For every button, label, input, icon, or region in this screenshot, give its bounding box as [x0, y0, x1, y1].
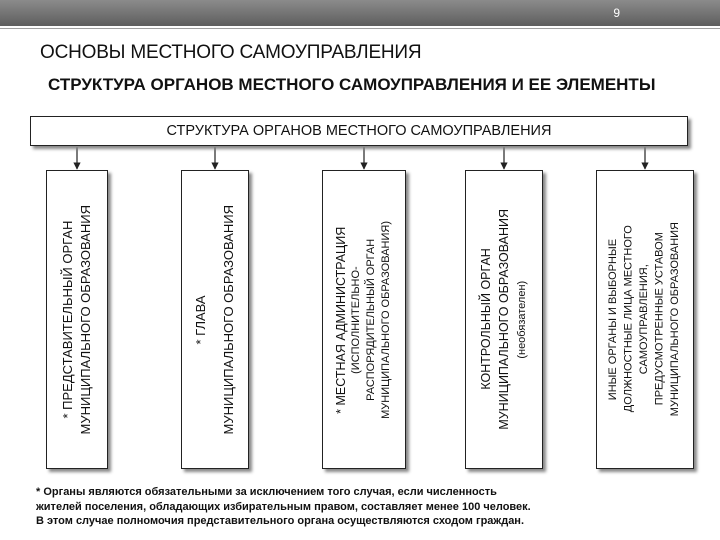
box-line: ДОЛЖНОСТНЫЕ ЛИЦА МЕСТНОГО	[622, 226, 635, 413]
structure-header-box	[30, 116, 688, 146]
box-representative-body	[46, 170, 108, 469]
box-line: МУНИЦИПАЛЬНОГО ОБРАЗОВАНИЯ	[78, 204, 93, 435]
box-line: (необязателен)	[516, 280, 528, 359]
box-line: МУНИЦИПАЛЬНОГО ОБРАЗОВАНИЯ	[497, 209, 511, 430]
footnote-line: В этом случае полномочия представительного органа осуществляются сходом граждан.	[36, 515, 525, 527]
box-line: МУНИЦИПАЛЬНОГО ОБРАЗОВАНИЯ	[669, 222, 682, 417]
box-line: КОНТРОЛЬНЫЙ ОРГАН	[479, 248, 493, 391]
box-head-of-municipality	[181, 170, 249, 469]
footnote	[36, 485, 696, 529]
page-number: 9	[613, 6, 620, 20]
structure-header-label: СТРУКТУРА ОРГАНОВ МЕСТНОГО САМОУПРАВЛЕНИЯ	[166, 123, 552, 139]
box-line: РАСПОРЯДИТЕЛЬНЫЙ ОРГАН	[365, 238, 377, 401]
box-other-bodies	[596, 170, 694, 469]
slide-title: ОСНОВЫ МЕСТНОГО САМОУПРАВЛЕНИЯ	[40, 42, 422, 63]
box-local-administration	[322, 170, 406, 469]
box-line: ПРЕДУСМОТРЕННЫЕ УСТАВОМ	[653, 232, 666, 407]
slide-subtitle-text: СТРУКТУРА ОРГАНОВ МЕСТНОГО САМОУПРАВЛЕНИЯ И ЕЕ ЭЛЕМЕНТЫ	[48, 75, 656, 94]
box-line: МУНИЦИПАЛЬНОГО ОБРАЗОВАНИЯ	[221, 204, 236, 435]
box-line: ИНЫЕ ОРГАНЫ И ВЫБОРНЫЕ	[607, 238, 620, 401]
box-line: МУНИЦИПАЛЬНОГО ОБРАЗОВАНИЯ)	[380, 220, 392, 419]
footnote-line: жителей поселения, обладающих избирательным правом, составляет менее 100 человек.	[36, 500, 531, 513]
box-line: САМОУПРАВЛЕНИЯ,	[638, 264, 651, 375]
box-line: * МЕСТНАЯ АДМИНИСТРАЦИЯ	[334, 225, 348, 414]
box-control-body	[465, 170, 543, 469]
footnote-line: * Органы являются обязательными за исключением того случая, если численность	[36, 486, 497, 498]
box-line: * ГЛАВА	[193, 294, 208, 345]
box-line: * ПРЕДСТАВИТЕЛЬНЫЙ ОРГАН	[60, 220, 75, 419]
box-line: (ИСПОЛНИТЕЛЬНО-	[350, 265, 362, 374]
